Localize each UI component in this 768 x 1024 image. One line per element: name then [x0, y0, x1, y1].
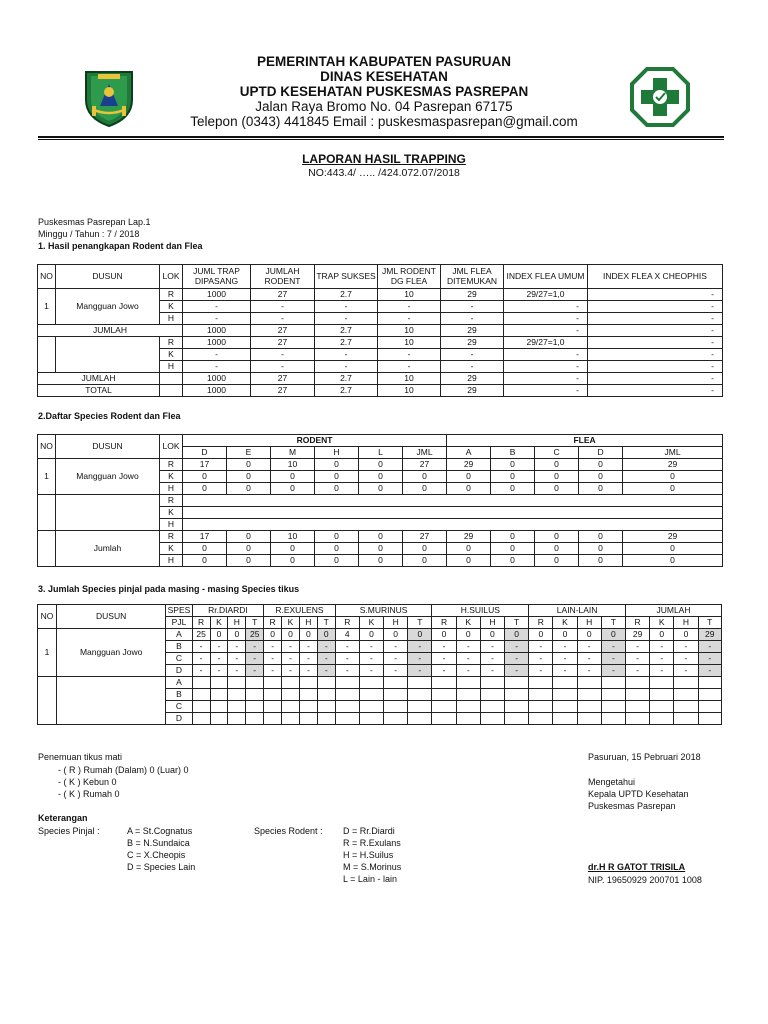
signatory-nip: NIP. 19650929 200701 1008 — [588, 875, 702, 885]
header-divider — [38, 136, 724, 138]
header-divider-thin — [38, 139, 724, 140]
col-index-flea-cheophis: INDEX FLEA X CHEOPHIS — [588, 265, 723, 289]
table-row: D — [38, 713, 722, 725]
penemuan-kebun: - ( K ) Kebun 0 — [58, 777, 117, 787]
pinjal-legend-a: A = St.Cognatus — [127, 826, 193, 836]
table-row: K - - - - - - - — [38, 349, 723, 361]
table-row: B — [38, 689, 722, 701]
table-row: Jumlah R 17 0 10 0 0 27 29 0 0 0 29 — [38, 531, 723, 543]
rodent-legend-m: M = S.Morinus — [343, 862, 402, 872]
table3-header-row: NO DUSUN SPES Rr.DIARDI R.EXULENS S.MURINUS H.SUILUS LAIN-LAIN JUMLAH — [38, 605, 722, 617]
puskesmas-info: Puskesmas Pasrepan Lap.1 — [38, 217, 151, 227]
col-index-flea-umum: INDEX FLEA UMUM — [504, 265, 588, 289]
total-row: TOTAL 1000 27 2.7 10 29 - - — [38, 385, 723, 397]
minggu-tahun: Minggu / Tahun : 7 / 2018 — [38, 229, 140, 239]
table-row: K — [38, 507, 723, 519]
mengetahui: Mengetahui — [588, 777, 636, 787]
jumlah-label: JUMLAH — [38, 373, 160, 385]
header-line2: DINAS KESEHATAN — [320, 69, 448, 84]
table2-header-row: NO DUSUN LOK RODENT FLEA — [38, 435, 723, 447]
col-jml-rodent-flea: JML RODENT DG FLEA — [378, 265, 441, 289]
jabatan-line2: Puskesmas Pasrepan — [588, 801, 676, 811]
signatory-name: dr.H R GATOT TRISILA — [588, 862, 686, 872]
table-row: H 0 0 0 0 0 0 0 0 0 0 0 — [38, 483, 723, 495]
table-row: K 0 0 0 0 0 0 0 0 0 0 0 — [38, 543, 723, 555]
jumlah-row: JUMLAH 1000 27 2.7 10 29 - - — [38, 325, 723, 337]
table-row: H - - - - - - - — [38, 361, 723, 373]
table3-subheader-row: PJL R K H T R K H T R K H T R K H T R K H T R K H T — [38, 617, 722, 629]
report-number: NO:443.4/ ….. /424.072.07/2018 — [308, 167, 460, 179]
header-line1: PEMERINTAH KABUPATEN PASURUAN — [256, 54, 511, 69]
section2-heading: 2.Daftar Species Rodent dan Flea — [38, 411, 181, 421]
signature-date: Pasuruan, 15 Pebruari 2018 — [588, 752, 701, 762]
report-title: LAPORAN HASIL TRAPPING — [302, 152, 466, 166]
col-jumlah-rodent: JUMLAH RODENT — [251, 265, 315, 289]
col-dusun: DUSUN — [56, 265, 160, 289]
rodent-legend-r: R = R.Exulans — [343, 838, 401, 848]
table-row: B - - - - - - - - - - - - - - - - - - - - - - - - — [38, 641, 722, 653]
table-pinjal-per-tikus — [37, 604, 722, 725]
table-row: D - - - - - - - - - - - - - - - - - - - - - - - - — [38, 665, 722, 677]
table-row: 1 Mangguan Jowo R 17 0 10 0 0 27 29 0 0 0 29 — [38, 459, 723, 471]
table-row: R — [38, 495, 723, 507]
table-row: K - - - - - - - — [38, 301, 723, 313]
table1-header-row — [38, 265, 723, 289]
table-row: H 0 0 0 0 0 0 0 0 0 0 0 — [38, 555, 723, 567]
section1-heading: 1. Hasil penangkapan Rodent dan Flea — [38, 241, 203, 251]
table-rodent-flea-capture — [37, 264, 723, 397]
jumlah-label: JUMLAH — [38, 325, 183, 337]
rodent-header: RODENT — [183, 435, 447, 447]
table-row: K 0 0 0 0 0 0 0 0 0 0 0 — [38, 471, 723, 483]
col-jml-flea: JML FLEA DITEMUKAN — [441, 265, 504, 289]
table-row: H - - - - - - - — [38, 313, 723, 325]
table-row: 1 Mangguan Jowo A 25 0 0 25 0 0 0 0 4 0 0 0 0 0 0 0 0 0 0 0 29 0 0 29 — [38, 629, 722, 641]
jabatan-line1: Kepala UPTD Kesehatan — [588, 789, 689, 799]
pinjal-legend-d: D = Species Lain — [127, 862, 196, 872]
table-row: C - - - - - - - - - - - - - - - - - - - - - - - - — [38, 653, 722, 665]
table-row: 1 Mangguan Jowo R 1000 27 2.7 10 29 29/27=1,0 - — [38, 289, 723, 301]
header-line3: UPTD KESEHATAN PUSKESMAS PASREPAN — [239, 84, 529, 99]
rodent-legend-l: L = Lain - lain — [343, 874, 397, 884]
penemuan-rumah: - ( R ) Rumah (Dalam) 0 (Luar) 0 — [58, 765, 189, 775]
col-lok: LOK — [160, 265, 183, 289]
species-rodent-label: Species Rodent : — [254, 826, 323, 836]
penemuan-rumah2: - ( K ) Rumah 0 — [58, 789, 120, 799]
table-species-rodent-flea — [37, 434, 723, 567]
penemuan-label: Penemuan tikus mati — [38, 752, 123, 762]
header-address: Jalan Raya Bromo No. 04 Pasrepan 67175 — [255, 99, 513, 114]
section3-heading: 3. Jumlah Species pinjal pada masing - masing Species tikus — [38, 584, 300, 594]
keterangan-label: Keterangan — [38, 813, 88, 823]
col-trap-sukses: TRAP SUKSES — [315, 265, 378, 289]
table-row: H — [38, 519, 723, 531]
pinjal-legend-c: C = X.Cheopis — [127, 850, 186, 860]
rodent-legend-d: D = Rr.Diardi — [343, 826, 395, 836]
row-dusun: Mangguan Jowo — [56, 289, 160, 325]
rodent-legend-h: H = H.Suilus — [343, 850, 394, 860]
table-row: R 1000 27 2.7 10 29 29/27=1,0 - — [38, 337, 723, 349]
row-no: 1 — [38, 289, 56, 325]
species-pinjal-label: Species Pinjal : — [38, 826, 100, 836]
col-juml-trap: JUML TRAP DIPASANG — [183, 265, 251, 289]
pinjal-legend-b: B = N.Sundaica — [127, 838, 190, 848]
jumlah-label: Jumlah — [56, 531, 160, 567]
col-no: NO — [38, 265, 56, 289]
table-row: C — [38, 701, 722, 713]
table2-subheader-row: D E M H L JML A B C D JML — [38, 447, 723, 459]
total-label: TOTAL — [38, 385, 160, 397]
header-contact: Telepon (0343) 441845 Email : puskesmaspasrepan@gmail.com — [190, 114, 578, 129]
jumlah-row: JUMLAH 1000 27 2.7 10 29 - - — [38, 373, 723, 385]
flea-header: FLEA — [447, 435, 723, 447]
table-row: A — [38, 677, 722, 689]
